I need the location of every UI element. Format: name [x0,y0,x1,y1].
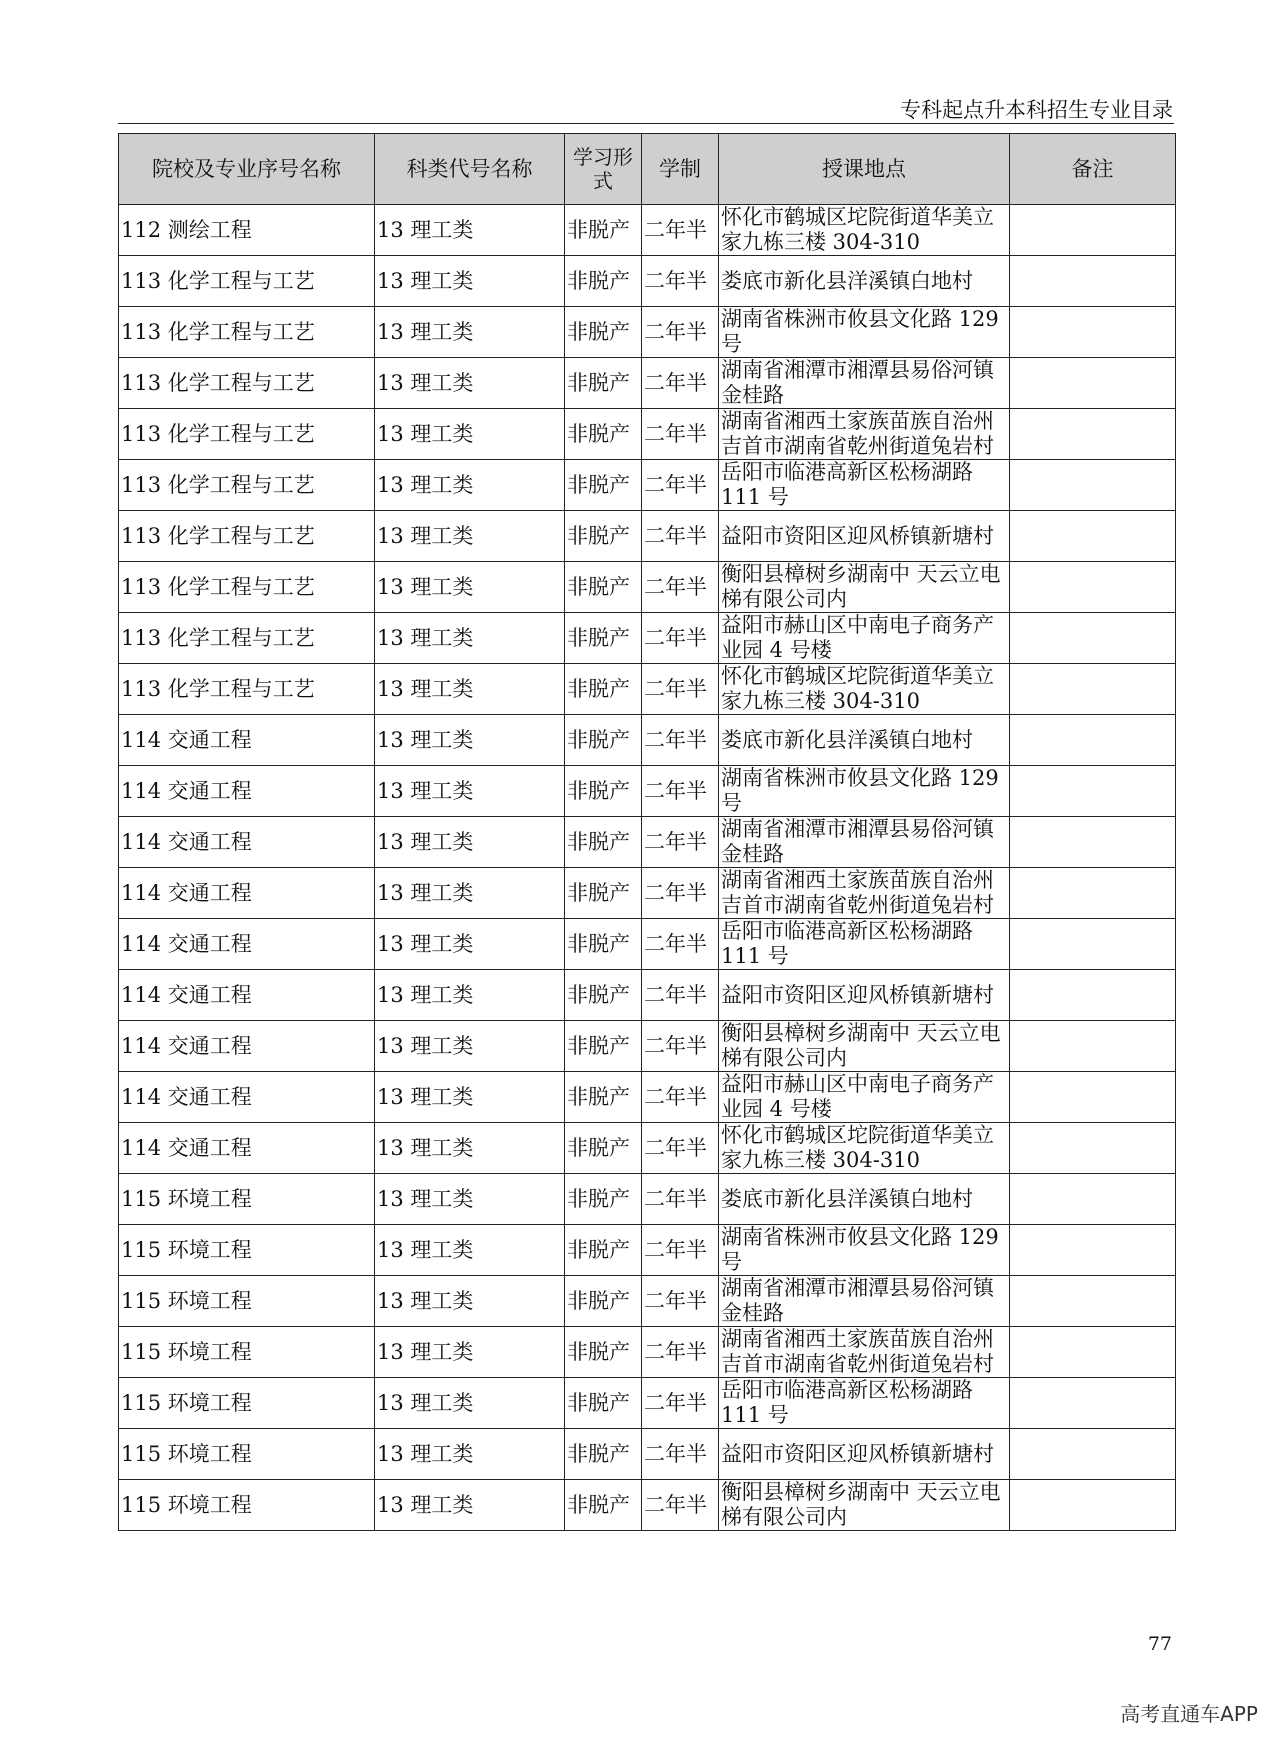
cell-category: 13 理工类 [375,766,565,817]
cell-category: 13 理工类 [375,664,565,715]
cell-major: 115 环境工程 [119,1225,375,1276]
cell-major: 115 环境工程 [119,1378,375,1429]
cell-note [1010,715,1176,766]
cell-note [1010,409,1176,460]
column-header-study-form: 学习形式 [565,134,642,205]
cell-category: 13 理工类 [375,1225,565,1276]
cell-category: 13 理工类 [375,1480,565,1531]
cell-duration: 二年半 [642,1480,719,1531]
cell-note [1010,1072,1176,1123]
cell-study-form: 非脱产 [565,256,642,307]
cell-location: 岳阳市临港高新区松杨湖路 111 号 [719,460,1010,511]
table-row [119,1021,1176,1072]
cell-location: 益阳市资阳区迎风桥镇新塘村 [719,511,1010,562]
cell-location: 岳阳市临港高新区松杨湖路 111 号 [719,1378,1010,1429]
cell-duration: 二年半 [642,307,719,358]
cell-location: 衡阳县樟树乡湖南中 天云立电梯有限公司内 [719,562,1010,613]
cell-duration: 二年半 [642,817,719,868]
cell-location: 益阳市赫山区中南电子商务产业园 4 号楼 [719,1072,1010,1123]
cell-category: 13 理工类 [375,1123,565,1174]
cell-duration: 二年半 [642,970,719,1021]
cell-category: 13 理工类 [375,817,565,868]
cell-major: 114 交通工程 [119,817,375,868]
cell-study-form: 非脱产 [565,664,642,715]
header-divider [118,123,1174,124]
table-body [119,205,1176,1531]
cell-major: 114 交通工程 [119,766,375,817]
cell-study-form: 非脱产 [565,1021,642,1072]
table-row [119,511,1176,562]
cell-category: 13 理工类 [375,715,565,766]
cell-category: 13 理工类 [375,1429,565,1480]
cell-duration: 二年半 [642,664,719,715]
table-row [119,1072,1176,1123]
cell-study-form: 非脱产 [565,1225,642,1276]
cell-duration: 二年半 [642,256,719,307]
cell-location: 益阳市资阳区迎风桥镇新塘村 [719,1429,1010,1480]
cell-major: 113 化学工程与工艺 [119,562,375,613]
cell-location: 湖南省株洲市攸县文化路 129 号 [719,766,1010,817]
cell-study-form: 非脱产 [565,715,642,766]
cell-major: 114 交通工程 [119,715,375,766]
table-row [119,358,1176,409]
column-header-notes: 备注 [1010,134,1176,205]
cell-note [1010,868,1176,919]
table-row [119,1378,1176,1429]
cell-note [1010,766,1176,817]
cell-major: 113 化学工程与工艺 [119,511,375,562]
cell-study-form: 非脱产 [565,562,642,613]
cell-major: 115 环境工程 [119,1174,375,1225]
cell-study-form: 非脱产 [565,970,642,1021]
cell-duration: 二年半 [642,868,719,919]
cell-major: 115 环境工程 [119,1429,375,1480]
cell-study-form: 非脱产 [565,409,642,460]
cell-note [1010,562,1176,613]
table-row [119,766,1176,817]
cell-category: 13 理工类 [375,868,565,919]
column-header-major: 院校及专业序号名称 [119,134,375,205]
cell-study-form: 非脱产 [565,1378,642,1429]
cell-major: 113 化学工程与工艺 [119,613,375,664]
cell-study-form: 非脱产 [565,307,642,358]
cell-category: 13 理工类 [375,1021,565,1072]
watermark: 高考直通车APP [1120,1702,1258,1726]
column-header-category: 科类代号名称 [375,134,565,205]
cell-study-form: 非脱产 [565,1174,642,1225]
cell-duration: 二年半 [642,358,719,409]
table-row [119,715,1176,766]
cell-major: 115 环境工程 [119,1480,375,1531]
cell-location: 娄底市新化县洋溪镇白地村 [719,1174,1010,1225]
cell-note [1010,511,1176,562]
cell-location: 娄底市新化县洋溪镇白地村 [719,256,1010,307]
cell-major: 114 交通工程 [119,868,375,919]
cell-location: 娄底市新化县洋溪镇白地村 [719,715,1010,766]
cell-study-form: 非脱产 [565,613,642,664]
cell-category: 13 理工类 [375,256,565,307]
table-row [119,1174,1176,1225]
cell-duration: 二年半 [642,409,719,460]
cell-note [1010,613,1176,664]
cell-major: 112 测绘工程 [119,205,375,256]
cell-duration: 二年半 [642,460,719,511]
cell-category: 13 理工类 [375,1378,565,1429]
cell-category: 13 理工类 [375,970,565,1021]
cell-study-form: 非脱产 [565,1480,642,1531]
cell-location: 益阳市赫山区中南电子商务产业园 4 号楼 [719,613,1010,664]
cell-category: 13 理工类 [375,205,565,256]
cell-duration: 二年半 [642,205,719,256]
cell-note [1010,1174,1176,1225]
table-row [119,460,1176,511]
cell-note [1010,970,1176,1021]
cell-note [1010,1327,1176,1378]
cell-duration: 二年半 [642,1225,719,1276]
cell-location: 湖南省株洲市攸县文化路 129 号 [719,307,1010,358]
cell-duration: 二年半 [642,1072,719,1123]
cell-category: 13 理工类 [375,460,565,511]
cell-major: 114 交通工程 [119,1123,375,1174]
cell-category: 13 理工类 [375,409,565,460]
table-row [119,868,1176,919]
table-row [119,817,1176,868]
cell-duration: 二年半 [642,919,719,970]
table-row [119,664,1176,715]
cell-major: 113 化学工程与工艺 [119,664,375,715]
cell-location: 湖南省株洲市攸县文化路 129 号 [719,1225,1010,1276]
cell-note [1010,1225,1176,1276]
cell-location: 湖南省湘西土家族苗族自治州吉首市湖南省乾州街道兔岩村 [719,1327,1010,1378]
cell-note [1010,1123,1176,1174]
cell-location: 衡阳县樟树乡湖南中 天云立电梯有限公司内 [719,1021,1010,1072]
cell-note [1010,358,1176,409]
cell-duration: 二年半 [642,613,719,664]
cell-location: 湖南省湘潭市湘潭县易俗河镇金桂路 [719,817,1010,868]
cell-major: 113 化学工程与工艺 [119,256,375,307]
table-row [119,1480,1176,1531]
cell-duration: 二年半 [642,1021,719,1072]
cell-major: 113 化学工程与工艺 [119,358,375,409]
cell-category: 13 理工类 [375,613,565,664]
cell-study-form: 非脱产 [565,511,642,562]
cell-duration: 二年半 [642,1429,719,1480]
table-row [119,409,1176,460]
enrollment-table [118,133,1176,1531]
cell-duration: 二年半 [642,715,719,766]
table-row [119,562,1176,613]
cell-location: 怀化市鹤城区坨院街道华美立家九栋三楼 304-310 [719,1123,1010,1174]
cell-study-form: 非脱产 [565,868,642,919]
table-row [119,1123,1176,1174]
cell-study-form: 非脱产 [565,1123,642,1174]
cell-major: 115 环境工程 [119,1276,375,1327]
cell-category: 13 理工类 [375,1276,565,1327]
cell-duration: 二年半 [642,1276,719,1327]
cell-location: 湖南省湘潭市湘潭县易俗河镇金桂路 [719,1276,1010,1327]
cell-study-form: 非脱产 [565,817,642,868]
cell-study-form: 非脱产 [565,460,642,511]
cell-note [1010,256,1176,307]
cell-note [1010,460,1176,511]
cell-category: 13 理工类 [375,919,565,970]
cell-duration: 二年半 [642,1123,719,1174]
cell-major: 113 化学工程与工艺 [119,307,375,358]
cell-location: 衡阳县樟树乡湖南中 天云立电梯有限公司内 [719,1480,1010,1531]
cell-major: 114 交通工程 [119,919,375,970]
cell-note [1010,1480,1176,1531]
cell-major: 114 交通工程 [119,1021,375,1072]
cell-major: 113 化学工程与工艺 [119,409,375,460]
cell-study-form: 非脱产 [565,358,642,409]
page-header-title: 专科起点升本科招生专业目录 [900,98,1173,122]
cell-location: 怀化市鹤城区坨院街道华美立家九栋三楼 304-310 [719,205,1010,256]
cell-major: 114 交通工程 [119,970,375,1021]
table-row [119,205,1176,256]
cell-location: 岳阳市临港高新区松杨湖路 111 号 [719,919,1010,970]
cell-location: 湖南省湘潭市湘潭县易俗河镇金桂路 [719,358,1010,409]
cell-category: 13 理工类 [375,1174,565,1225]
cell-duration: 二年半 [642,766,719,817]
cell-note [1010,1378,1176,1429]
cell-location: 湖南省湘西土家族苗族自治州吉首市湖南省乾州街道兔岩村 [719,409,1010,460]
cell-major: 114 交通工程 [119,1072,375,1123]
table-row [119,307,1176,358]
cell-duration: 二年半 [642,1174,719,1225]
table-row [119,919,1176,970]
cell-study-form: 非脱产 [565,205,642,256]
cell-study-form: 非脱产 [565,1276,642,1327]
cell-note [1010,817,1176,868]
cell-duration: 二年半 [642,562,719,613]
cell-category: 13 理工类 [375,1327,565,1378]
cell-category: 13 理工类 [375,511,565,562]
table-row [119,256,1176,307]
cell-category: 13 理工类 [375,358,565,409]
cell-duration: 二年半 [642,1327,719,1378]
column-header-duration: 学制 [642,134,719,205]
cell-location: 益阳市资阳区迎风桥镇新塘村 [719,970,1010,1021]
table-row [119,1429,1176,1480]
cell-duration: 二年半 [642,511,719,562]
table-row [119,1276,1176,1327]
cell-note [1010,1276,1176,1327]
table-row [119,1327,1176,1378]
table-row [119,970,1176,1021]
cell-duration: 二年半 [642,1378,719,1429]
cell-note [1010,1021,1176,1072]
cell-study-form: 非脱产 [565,1429,642,1480]
cell-study-form: 非脱产 [565,1327,642,1378]
cell-category: 13 理工类 [375,562,565,613]
table-row [119,613,1176,664]
cell-study-form: 非脱产 [565,1072,642,1123]
cell-category: 13 理工类 [375,1072,565,1123]
cell-major: 115 环境工程 [119,1327,375,1378]
page-number: 77 [1147,1633,1172,1655]
cell-study-form: 非脱产 [565,919,642,970]
cell-location: 湖南省湘西土家族苗族自治州吉首市湖南省乾州街道兔岩村 [719,868,1010,919]
column-header-location: 授课地点 [719,134,1010,205]
cell-note [1010,1429,1176,1480]
cell-location: 怀化市鹤城区坨院街道华美立家九栋三楼 304-310 [719,664,1010,715]
cell-note [1010,919,1176,970]
cell-note [1010,205,1176,256]
cell-study-form: 非脱产 [565,766,642,817]
cell-major: 113 化学工程与工艺 [119,460,375,511]
cell-category: 13 理工类 [375,307,565,358]
cell-note [1010,307,1176,358]
table-row [119,1225,1176,1276]
table-header-row [119,134,1176,205]
cell-note [1010,664,1176,715]
